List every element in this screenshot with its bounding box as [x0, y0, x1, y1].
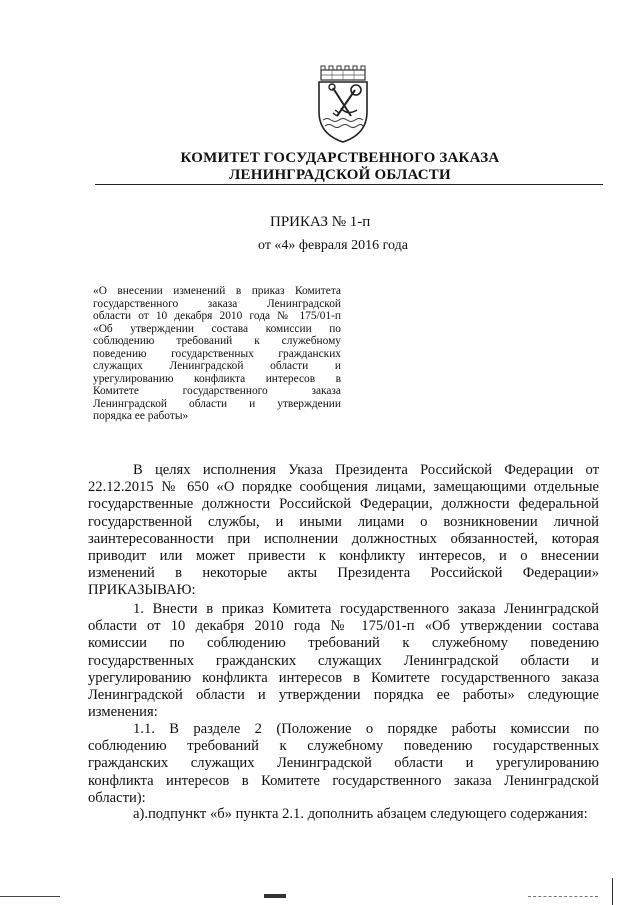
text-line: В целях исполнения Указа Президента Российской Федерации от: [133, 462, 599, 478]
text-line: государственной службы, и иными лицами о возникновении личной: [88, 513, 599, 530]
subject-line: государственного заказа Ленинградской: [93, 297, 341, 310]
text-line: соблюдению требований к служебному поведению государственных: [88, 738, 599, 755]
text-line: ПРИКАЗЫВАЮ:: [88, 582, 196, 599]
paragraph-item-1-1: [88, 721, 599, 807]
header-divider: [95, 184, 603, 185]
organization-name-line-1: КОМИТЕТ ГОСУДАРСТВЕННОГО ЗАКАЗА: [180, 150, 500, 166]
paragraph-preamble: [88, 462, 599, 600]
subject-line: Ленинградской области и утверждении: [93, 397, 341, 410]
text-line: конфликта интересов в Комитете государственного заказа Ленинградской: [88, 772, 599, 789]
text-line: Ленинградской области и утверждении порядка ее работы» следующие: [88, 686, 599, 703]
text-line: области от 10 декабря 2010 года № 175/01-п «Об утверждении состава: [88, 618, 599, 635]
text-line: 1.1. В разделе 2 (Положение о порядке работы комиссии по: [133, 721, 599, 737]
text-line: области):: [88, 789, 146, 806]
subject-line: «О внесении изменений в приказ Комитета: [93, 285, 341, 297]
order-date: от «4» февраля 2016 года: [258, 238, 408, 253]
subject-line: области от 10 декабря 2010 года № 175/01-п: [93, 310, 341, 322]
text-line: заинтересованности при исполнении должностных обязанностей, которая: [88, 530, 599, 547]
scan-edge-line: [528, 896, 598, 897]
subject-line: «Об утверждении состава комиссии по: [93, 322, 341, 335]
subject-line: соблюдению требований к служебному: [93, 335, 341, 347]
text-line: урегулированию конфликта интересов в Комитете государственного заказа: [88, 669, 599, 686]
text-line: государственных гражданских служащих Ленинградской области и: [88, 652, 599, 669]
text-line: государственные должности Российской Федерации, должности федеральной: [88, 496, 599, 513]
text-line: 22.12.2015 № 650 «О порядке сообщения лицами, замещающими отдельные: [88, 479, 599, 496]
organization-name-line-2: ЛЕНИНГРАДСКОЙ ОБЛАСТИ: [229, 167, 451, 183]
text-line: а).подпункт «б» пункта 2.1. дополнить абзацем следующего содержания:: [133, 806, 588, 822]
text-line: 1. Внести в приказ Комитета государственного заказа Ленинградской: [133, 601, 599, 617]
text-line: изменений в некоторые акты Президента Российской Федерации»: [88, 565, 599, 582]
subject-line: урегулированию конфликта интересов в: [93, 372, 341, 385]
text-line: комиссии по соблюдению требований к служебному поведению: [88, 635, 599, 652]
coat-of-arms-icon: [311, 64, 375, 144]
subject-line: поведению государственных гражданских: [93, 347, 341, 360]
text-line: приводит или может привести к конфликту интересов, и о внесении: [88, 547, 599, 564]
scan-edge-line: [0, 896, 60, 897]
paragraph-subitem-a: [88, 806, 599, 823]
text-line: гражданских служащих Ленинградской области и урегулированию: [88, 755, 599, 772]
order-title: ПРИКАЗ № 1-п: [270, 214, 371, 230]
paragraph-item-1: [88, 601, 599, 721]
scan-edge-line: [612, 878, 613, 905]
subject-line: порядка ее работы»: [93, 410, 189, 422]
subject-line: Комитете государственного заказа: [93, 385, 341, 397]
order-subject: [93, 285, 341, 423]
scan-mark: [264, 894, 286, 898]
subject-line: служащих Ленинградской области и: [93, 360, 341, 372]
text-line: изменения:: [88, 704, 158, 721]
